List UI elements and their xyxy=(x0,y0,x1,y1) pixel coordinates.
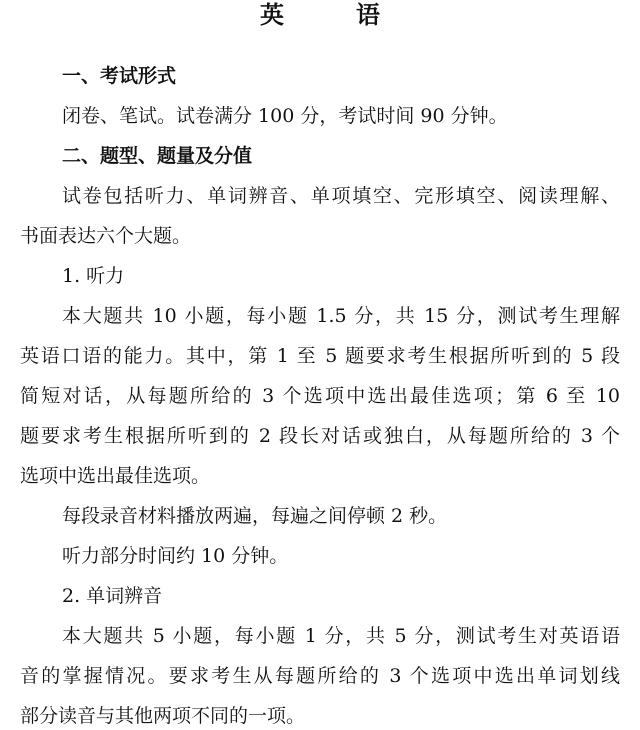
subsection-heading-word-pronunciation: 2. 单词辨音 xyxy=(62,585,163,607)
paragraph-line: 简短对话，从每题所给的 3 个选项中选出最佳选项；第 6 至 10 xyxy=(20,385,620,407)
paragraph-line: 英语口语的能力。其中，第 1 至 5 题要求考生根据所听到的 5 段 xyxy=(20,345,620,367)
paragraph-line: 听力部分时间约 10 分钟。 xyxy=(62,545,289,567)
paragraph-line: 本大题共 5 小题，每小题 1 分，共 5 分，测试考生对英语语 xyxy=(62,625,620,647)
paragraph-line: 试卷包括听力、单词辨音、单项填空、完形填空、阅读理解、 xyxy=(62,185,620,207)
paragraph-line: 每段录音材料播放两遍，每遍之间停顿 2 秒。 xyxy=(62,505,448,527)
paragraph-line: 本大题共 10 小题，每小题 1.5 分，共 15 分，测试考生理解 xyxy=(62,305,620,327)
paragraph-line: 部分读音与其他两项不同的一项。 xyxy=(20,705,306,727)
section-heading-exam-format: 一、考试形式 xyxy=(62,65,177,87)
paragraph-line: 书面表达六个大题。 xyxy=(20,225,192,247)
paragraph-line: 题要求考生根据所听到的 2 段长对话或独白，从每题所给的 3 个 xyxy=(20,425,620,447)
paragraph-line: 选项中选出最佳选项。 xyxy=(20,465,211,487)
paragraph-line: 闭卷、笔试。试卷满分 100 分，考试时间 90 分钟。 xyxy=(62,105,508,127)
paragraph-line: 音的掌握情况。要求考生从每题所给的 3 个选项中选出单词划线 xyxy=(20,665,620,687)
subsection-heading-listening: 1. 听力 xyxy=(62,265,125,287)
section-heading-question-types: 二、题型、题量及分值 xyxy=(62,145,253,167)
page-title: 英 语 xyxy=(260,1,404,29)
